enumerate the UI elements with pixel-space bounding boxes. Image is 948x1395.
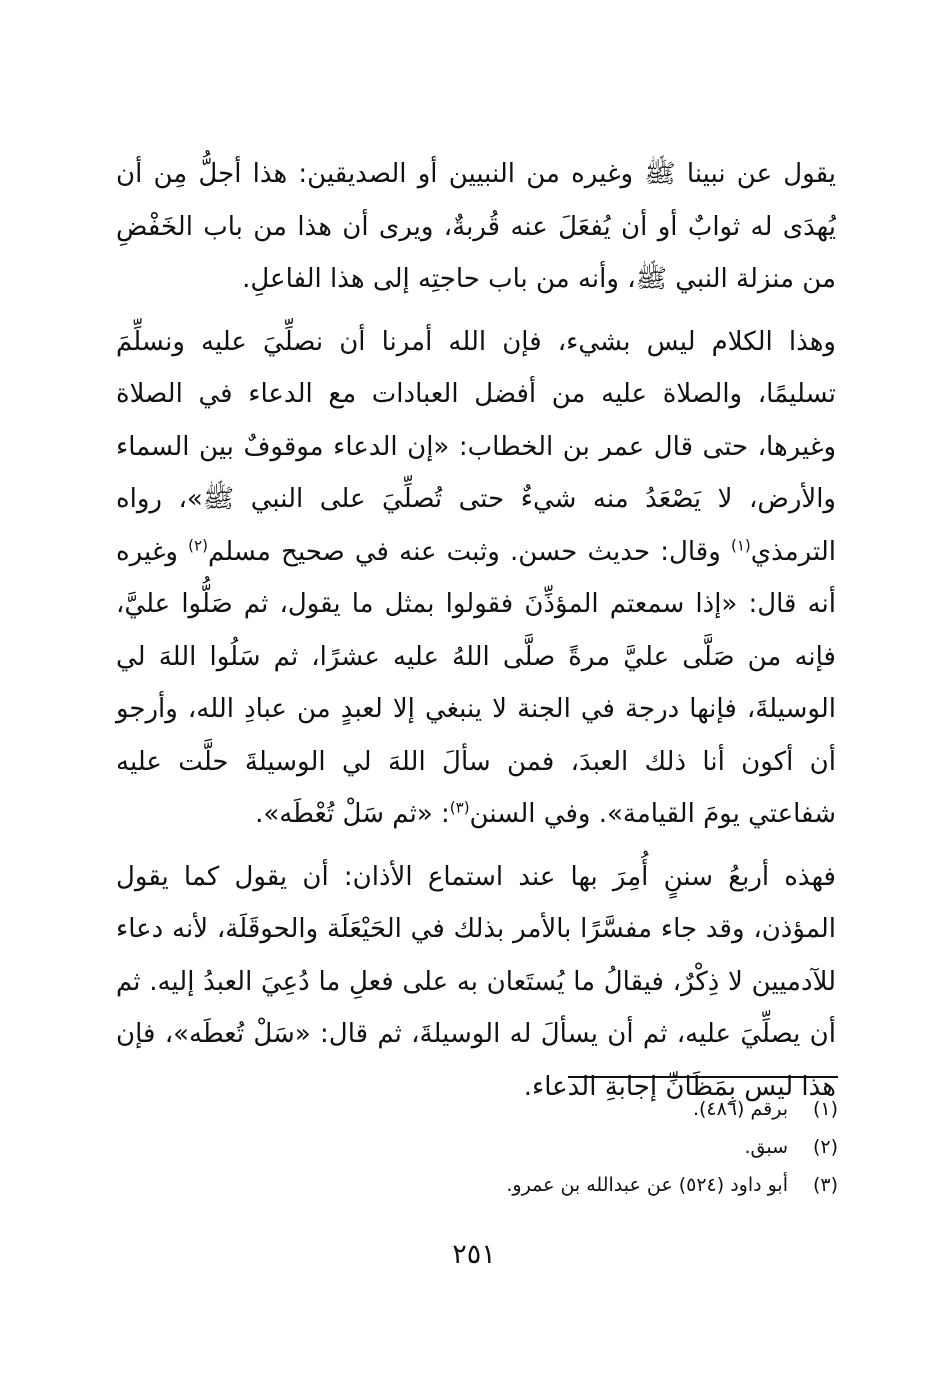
footnote-marker[interactable]: (٣) [449,798,470,817]
footnote-text: أبو داود (٥٢٤) عن عبدالله بن عمرو. [506,1174,788,1196]
footnote-separator [568,1076,838,1078]
footnote-number: (٢) [812,1136,838,1158]
text-segment: وقال: حديث حسن. وثبت عنه في صحيح مسلم [207,536,731,567]
text-segment: فهذه أربعُ سننٍ أُمِرَ بها عند استماع الأذان: أن يقول كما يقول المؤذن، وقد جاء مفسَّرًا بالأمر بذلك في الحَيْعَلَة والحوقَلَة، لأنه دعاء للآدميين لا ذِكْرٌ، فيقالُ ما يُستَعان به على فعلِ ما دُعِيَ العبدُ إليه. ثم أن يصلِّيَ عليه، ثم أن يسألَ له الوسيلةَ، ثم قال: «سَلْ تُعطَه»، فإن هذا ليس بِمَظَانِّ إجابةِ الدعاء. [116,861,836,1102]
paragraph-1 [116,148,836,306]
footnote-item [116,1128,838,1166]
paragraph-2 [116,316,836,841]
footnote-text: برقم (٤٨٦). [692,1098,788,1120]
footnote-number: (٣) [812,1174,838,1196]
footnote-text: سبق. [744,1136,788,1158]
footnotes [116,1090,838,1204]
footnote-item [116,1166,838,1204]
text-segment: وغيره أنه قال: «إذا سمعتم المؤذِّنَ فقولوا بمثل ما يقول، ثم صَلُّوا عليَّ، فإنه من صَلَّى عليَّ مرةً صلَّى اللهُ عليه عشرًا، ثم سَلُوا اللهَ لي الوسيلةَ، فإنها درجة في الجنة لا ينبغي إلا لعبدٍ من عبادِ الله، وأرجو أن أكون أنا ذلك العبدَ، فمن سألَ اللهَ لي الوسيلةَ حلَّت عليه شفاعتي يومَ القيامة». وفي السنن [116,536,836,829]
body-text [116,148,836,1123]
text-segment: : «ثم سَلْ تُعْطَه». [255,799,450,829]
page-number: ٢٥١ [452,1239,496,1270]
text-segment: يقول عن نبينا ﷺ وغيره من النبيين أو الصديقين: هذا أجلُّ مِن أن يُهدَى له ثوابٌ أو أن يُفعَلَ عنه قُربةٌ، ويرى أن هذا من باب الخَفْضِ من منزلة النبي ﷺ، وأنه من باب حاجتِه إلى هذا الفاعلِ. [116,159,836,294]
footnote-number: (١) [812,1098,838,1120]
paragraph-3 [116,851,836,1114]
footnote-marker[interactable]: (٢) [188,535,208,554]
text-segment: وهذا الكلام ليس بشيء، فإن الله أمرنا أن نصلِّيَ عليه ونسلِّمَ تسليمًا، والصلاة عليه من أفضل العبادات مع الدعاء في الصلاة وغيرها، حتى قال عمر بن الخطاب: «إن الدعاء موقوفٌ بين السماء والأرض، لا يَصْعَدُ منه شيءٌ حتى تُصلِّيَ على النبي ﷺ»، رواه الترمذي [116,326,837,567]
footnote-item [116,1090,838,1128]
footnote-marker[interactable]: (١) [730,535,751,554]
